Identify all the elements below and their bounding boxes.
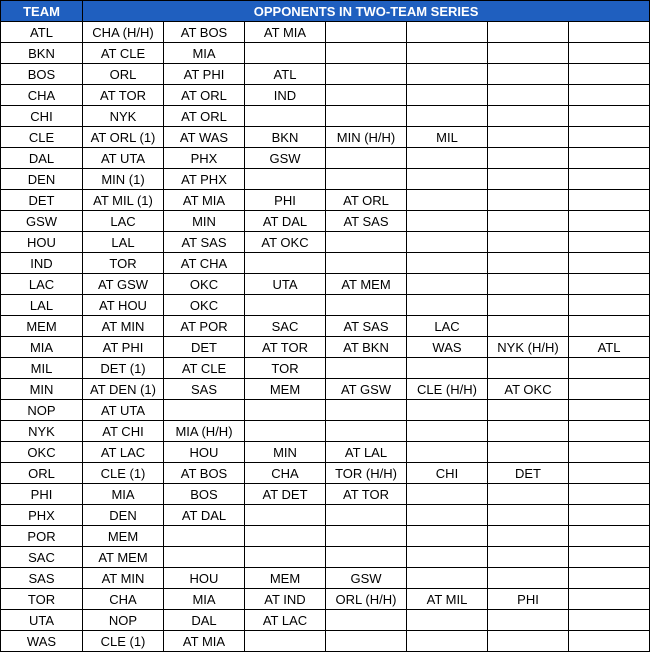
opponent-cell: DAL: [164, 610, 245, 631]
table-row: [1, 85, 650, 106]
opponent-cell: [488, 526, 569, 547]
team-cell: DET: [1, 190, 83, 211]
opponent-cell: AT IND: [245, 589, 326, 610]
opponent-cell: [488, 316, 569, 337]
table-row: [1, 148, 650, 169]
opponent-cell: [326, 253, 407, 274]
opponent-cell: AT LAL: [326, 442, 407, 463]
team-cell: TOR: [1, 589, 83, 610]
opponent-cell: HOU: [164, 442, 245, 463]
team-cell: MIL: [1, 358, 83, 379]
opponent-cell: [245, 547, 326, 568]
opponent-cell: [569, 358, 650, 379]
opponent-cell: AT POR: [164, 316, 245, 337]
opponent-cell: DET: [164, 337, 245, 358]
opponent-cell: AT BOS: [164, 22, 245, 43]
opponent-cell: [569, 589, 650, 610]
opponent-cell: [407, 610, 488, 631]
opponent-cell: LAL: [83, 232, 164, 253]
opponent-cell: [407, 505, 488, 526]
team-cell: NYK: [1, 421, 83, 442]
opponent-cell: [488, 442, 569, 463]
opponent-cell: [407, 22, 488, 43]
opponent-cell: AT PHX: [164, 169, 245, 190]
opponent-cell: PHI: [245, 190, 326, 211]
opponent-cell: [569, 190, 650, 211]
opponent-cell: [488, 421, 569, 442]
opponent-cell: [407, 442, 488, 463]
opponent-cell: MEM: [245, 379, 326, 400]
opponent-cell: [326, 358, 407, 379]
opponent-cell: [488, 547, 569, 568]
opponent-cell: UTA: [245, 274, 326, 295]
opponent-cell: [407, 85, 488, 106]
opponent-cell: [488, 484, 569, 505]
opponent-cell: AT OKC: [245, 232, 326, 253]
opponent-cell: AT DET: [245, 484, 326, 505]
table-row: [1, 463, 650, 484]
opponent-cell: GSW: [245, 148, 326, 169]
opponent-cell: CHA: [83, 589, 164, 610]
opponent-cell: [407, 148, 488, 169]
opponent-cell: AT LAC: [245, 610, 326, 631]
opponent-cell: [569, 106, 650, 127]
opponent-cell: CLE (1): [83, 631, 164, 652]
opponent-cell: AT DAL: [164, 505, 245, 526]
opponent-cell: [245, 526, 326, 547]
opponent-cell: [569, 253, 650, 274]
opponent-cell: AT MIA: [164, 190, 245, 211]
opponent-cell: [569, 22, 650, 43]
opponent-cell: [407, 64, 488, 85]
opponent-cell: AT SAS: [164, 232, 245, 253]
opponent-cell: AT UTA: [83, 400, 164, 421]
table-row: [1, 421, 650, 442]
opponent-cell: MIN (1): [83, 169, 164, 190]
opponent-cell: LAC: [83, 211, 164, 232]
opponent-cell: [488, 505, 569, 526]
opponent-cell: ATL: [245, 64, 326, 85]
table-row: [1, 106, 650, 127]
opponent-cell: AT PHI: [83, 337, 164, 358]
opponent-cell: AT SAS: [326, 211, 407, 232]
team-cell: WAS: [1, 631, 83, 652]
opponent-cell: [164, 400, 245, 421]
opponent-cell: [326, 169, 407, 190]
header-row: [1, 1, 650, 22]
opponent-cell: MEM: [245, 568, 326, 589]
opponent-cell: MIN: [245, 442, 326, 463]
team-cell: OKC: [1, 442, 83, 463]
opponent-cell: [569, 379, 650, 400]
team-cell: MIN: [1, 379, 83, 400]
team-cell: CHI: [1, 106, 83, 127]
team-cell: GSW: [1, 211, 83, 232]
table-row: [1, 295, 650, 316]
opponent-cell: AT BKN: [326, 337, 407, 358]
team-cell: NOP: [1, 400, 83, 421]
opponent-cell: [407, 631, 488, 652]
opponent-cell: [488, 169, 569, 190]
team-cell: BOS: [1, 64, 83, 85]
opponent-cell: [326, 85, 407, 106]
opponent-cell: CLE (1): [83, 463, 164, 484]
opponent-cell: [326, 505, 407, 526]
opponents-header: OPPONENTS IN TWO-TEAM SERIES: [83, 1, 650, 22]
opponent-cell: [488, 106, 569, 127]
team-cell: SAS: [1, 568, 83, 589]
opponent-cell: [488, 85, 569, 106]
opponent-cell: [407, 211, 488, 232]
opponent-cell: [569, 64, 650, 85]
opponent-cell: SAC: [245, 316, 326, 337]
opponent-cell: TOR: [245, 358, 326, 379]
opponent-cell: [488, 568, 569, 589]
opponent-cell: [407, 169, 488, 190]
team-cell: ORL: [1, 463, 83, 484]
opponent-cell: MIA: [164, 589, 245, 610]
opponent-cell: [326, 232, 407, 253]
team-cell: BKN: [1, 43, 83, 64]
opponent-cell: AT CLE: [83, 43, 164, 64]
opponent-cell: [407, 295, 488, 316]
opponent-cell: [407, 400, 488, 421]
team-cell: DAL: [1, 148, 83, 169]
opponent-cell: BOS: [164, 484, 245, 505]
opponent-cell: [488, 22, 569, 43]
opponent-cell: [569, 316, 650, 337]
opponent-cell: MIA (H/H): [164, 421, 245, 442]
opponent-cell: [164, 526, 245, 547]
opponent-cell: [164, 547, 245, 568]
table-row: [1, 484, 650, 505]
opponent-cell: [488, 232, 569, 253]
opponent-cell: MIA: [83, 484, 164, 505]
opponent-cell: [569, 547, 650, 568]
opponent-cell: HOU: [164, 568, 245, 589]
opponent-cell: AT ORL: [164, 106, 245, 127]
opponent-cell: PHX: [164, 148, 245, 169]
opponent-cell: MEM: [83, 526, 164, 547]
opponent-cell: [569, 610, 650, 631]
opponent-cell: NYK: [83, 106, 164, 127]
table-row: [1, 64, 650, 85]
opponent-cell: [407, 253, 488, 274]
opponent-cell: ATL: [569, 337, 650, 358]
team-cell: HOU: [1, 232, 83, 253]
opponent-cell: PHI: [488, 589, 569, 610]
opponent-cell: AT GSW: [326, 379, 407, 400]
opponent-cell: [245, 106, 326, 127]
opponent-cell: [245, 253, 326, 274]
team-cell: ATL: [1, 22, 83, 43]
opponent-cell: AT SAS: [326, 316, 407, 337]
table-row: [1, 568, 650, 589]
opponent-cell: AT TOR: [245, 337, 326, 358]
opponent-cell: [569, 526, 650, 547]
opponent-cell: [488, 274, 569, 295]
opponent-cell: [569, 169, 650, 190]
opponent-cell: TOR: [83, 253, 164, 274]
opponent-cell: DET: [488, 463, 569, 484]
table-row: [1, 589, 650, 610]
team-cell: LAL: [1, 295, 83, 316]
opponent-cell: OKC: [164, 295, 245, 316]
opponent-cell: [326, 148, 407, 169]
opponent-cell: AT ORL: [164, 85, 245, 106]
opponent-cell: AT ORL (1): [83, 127, 164, 148]
opponent-cell: DEN: [83, 505, 164, 526]
opponent-cell: AT MIN: [83, 568, 164, 589]
opponent-cell: [245, 631, 326, 652]
table-row: [1, 526, 650, 547]
opponent-cell: [245, 169, 326, 190]
table-row: [1, 232, 650, 253]
opponent-cell: [488, 43, 569, 64]
table-body: [1, 22, 650, 652]
table-row: [1, 631, 650, 652]
opponent-cell: [488, 127, 569, 148]
opponent-cell: [488, 253, 569, 274]
opponent-cell: [488, 610, 569, 631]
opponent-cell: MIN: [164, 211, 245, 232]
team-cell: UTA: [1, 610, 83, 631]
opponent-cell: [326, 526, 407, 547]
opponent-cell: [488, 211, 569, 232]
opponent-cell: CLE (H/H): [407, 379, 488, 400]
opponent-cell: AT PHI: [164, 64, 245, 85]
table-row: [1, 610, 650, 631]
opponent-cell: [326, 22, 407, 43]
opponent-cell: OKC: [164, 274, 245, 295]
opponent-cell: BKN: [245, 127, 326, 148]
opponent-cell: AT HOU: [83, 295, 164, 316]
team-cell: MEM: [1, 316, 83, 337]
opponent-cell: [326, 106, 407, 127]
opponent-cell: CHA: [245, 463, 326, 484]
opponent-cell: [569, 505, 650, 526]
opponent-cell: [488, 400, 569, 421]
opponent-cell: AT TOR: [83, 85, 164, 106]
opponent-cell: [569, 484, 650, 505]
opponent-cell: AT MIN: [83, 316, 164, 337]
opponent-cell: AT CLE: [164, 358, 245, 379]
opponent-cell: [569, 148, 650, 169]
team-cell: MIA: [1, 337, 83, 358]
opponent-cell: AT CHA: [164, 253, 245, 274]
opponent-cell: [569, 43, 650, 64]
opponent-cell: AT MEM: [83, 547, 164, 568]
opponent-cell: AT WAS: [164, 127, 245, 148]
opponent-cell: AT BOS: [164, 463, 245, 484]
opponent-cell: AT GSW: [83, 274, 164, 295]
opponent-cell: [569, 127, 650, 148]
opponent-cell: MIL: [407, 127, 488, 148]
opponent-cell: CHI: [407, 463, 488, 484]
table-row: [1, 43, 650, 64]
opponent-cell: ORL: [83, 64, 164, 85]
opponent-cell: AT DEN (1): [83, 379, 164, 400]
opponent-cell: AT TOR: [326, 484, 407, 505]
team-cell: PHI: [1, 484, 83, 505]
opponent-cell: LAC: [407, 316, 488, 337]
opponent-cell: ORL (H/H): [326, 589, 407, 610]
opponent-cell: [488, 148, 569, 169]
team-cell: SAC: [1, 547, 83, 568]
opponent-cell: NYK (H/H): [488, 337, 569, 358]
opponent-cell: [569, 274, 650, 295]
opponent-cell: AT MIA: [245, 22, 326, 43]
table-row: [1, 379, 650, 400]
opponent-cell: [569, 421, 650, 442]
team-cell: POR: [1, 526, 83, 547]
opponent-cell: [407, 43, 488, 64]
opponent-cell: [407, 358, 488, 379]
table-row: [1, 442, 650, 463]
table-row: [1, 22, 650, 43]
opponent-cell: [407, 568, 488, 589]
team-cell: LAC: [1, 274, 83, 295]
opponent-cell: NOP: [83, 610, 164, 631]
opponent-cell: [488, 190, 569, 211]
opponent-cell: AT ORL: [326, 190, 407, 211]
opponent-cell: [245, 295, 326, 316]
opponent-cell: [569, 232, 650, 253]
opponent-cell: [326, 610, 407, 631]
opponent-cell: [245, 43, 326, 64]
table-row: [1, 253, 650, 274]
opponent-cell: [407, 526, 488, 547]
table-row: [1, 505, 650, 526]
opponent-cell: [407, 190, 488, 211]
team-cell: IND: [1, 253, 83, 274]
opponent-cell: [569, 442, 650, 463]
opponent-cell: GSW: [326, 568, 407, 589]
opponent-cell: [245, 505, 326, 526]
opponent-cell: CHA (H/H): [83, 22, 164, 43]
opponent-cell: [326, 400, 407, 421]
table-row: [1, 400, 650, 421]
opponent-cell: [569, 400, 650, 421]
opponent-cell: MIN (H/H): [326, 127, 407, 148]
opponent-cell: AT OKC: [488, 379, 569, 400]
team-cell: CLE: [1, 127, 83, 148]
table-row: [1, 274, 650, 295]
opponent-cell: [569, 295, 650, 316]
opponent-cell: AT MIA: [164, 631, 245, 652]
opponent-cell: AT MIL (1): [83, 190, 164, 211]
opponent-cell: AT LAC: [83, 442, 164, 463]
opponent-cell: SAS: [164, 379, 245, 400]
opponent-cell: [407, 484, 488, 505]
table-row: [1, 337, 650, 358]
opponent-cell: [488, 295, 569, 316]
opponent-cell: [326, 547, 407, 568]
opponent-cell: [245, 421, 326, 442]
table-row: [1, 358, 650, 379]
table-row: [1, 316, 650, 337]
team-cell: PHX: [1, 505, 83, 526]
opponent-cell: [326, 631, 407, 652]
opponent-cell: IND: [245, 85, 326, 106]
opponent-cell: [569, 211, 650, 232]
opponent-cell: [326, 421, 407, 442]
opponent-cell: [407, 547, 488, 568]
opponent-cell: [326, 64, 407, 85]
opponent-cell: [326, 295, 407, 316]
opponent-cell: DET (1): [83, 358, 164, 379]
opponent-cell: AT UTA: [83, 148, 164, 169]
opponent-cell: TOR (H/H): [326, 463, 407, 484]
opponent-cell: [569, 85, 650, 106]
opponent-cell: [569, 631, 650, 652]
team-header: TEAM: [1, 1, 83, 22]
opponent-cell: [326, 43, 407, 64]
team-cell: CHA: [1, 85, 83, 106]
opponent-cell: [569, 463, 650, 484]
opponent-cell: AT CHI: [83, 421, 164, 442]
opponent-cell: [569, 568, 650, 589]
team-cell: DEN: [1, 169, 83, 190]
opponent-cell: AT MIL: [407, 589, 488, 610]
table-row: [1, 127, 650, 148]
opponent-cell: [488, 631, 569, 652]
opponent-cell: WAS: [407, 337, 488, 358]
opponent-cell: AT MEM: [326, 274, 407, 295]
table-row: [1, 547, 650, 568]
opponent-cell: [488, 358, 569, 379]
opponent-cell: AT DAL: [245, 211, 326, 232]
opponent-cell: [245, 400, 326, 421]
opponent-cell: [407, 274, 488, 295]
opponent-cell: [407, 421, 488, 442]
table-row: [1, 169, 650, 190]
opponent-cell: [407, 106, 488, 127]
table-row: [1, 211, 650, 232]
opponent-cell: [488, 64, 569, 85]
opponent-cell: MIA: [164, 43, 245, 64]
opponent-cell: [407, 232, 488, 253]
table-row: [1, 190, 650, 211]
